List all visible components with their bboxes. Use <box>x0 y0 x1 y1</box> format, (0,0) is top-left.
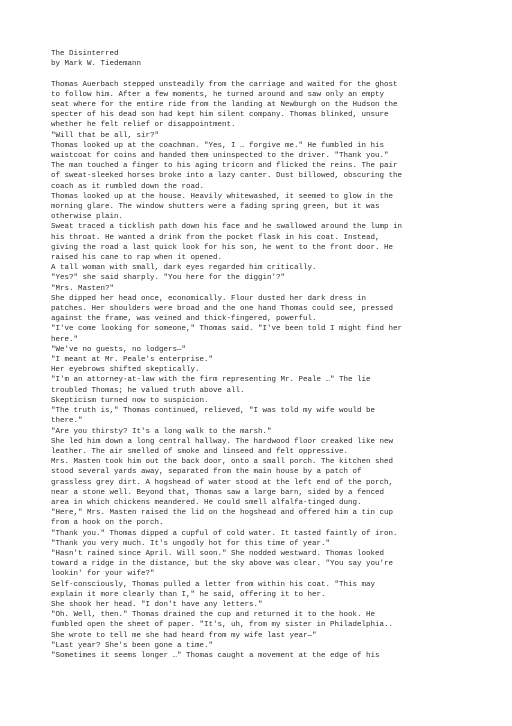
document-heading <box>51 49 492 69</box>
document-title: The Disinterred <box>51 50 119 58</box>
paragraph: She led him down a long central hallway. The hardwood floor creaked like new leather. The air smelled of smoke and linseed and felt oppressive. <box>51 437 394 456</box>
paragraph: A tall woman with small, dark eyes regarded him critically. <box>51 264 317 273</box>
paragraph: "The truth is," Thomas continued, relieved, "I was told my wife would be there." <box>51 407 376 426</box>
paragraph: "I've come looking for someone," Thomas said. "I've been told I might find her here." <box>51 325 403 344</box>
paragraph: She dipped her head once, economically. Flour dusted her dark dress in patches. Her shoulders were broad and the one hand Thomas could see, pressed against the frame, was veined and thick-fingered, powerful. <box>51 294 394 324</box>
document-byline: by Mark W. Tiedemann <box>51 60 142 69</box>
paragraph: She shook her head. "I don't have any letters." <box>51 600 263 609</box>
paragraph: Thomas looked up at the house. Heavily whitewashed, it seemed to glow in the morning glare. The window shutters were a fading spring green, but it was otherwise plain. <box>51 192 394 222</box>
paragraph: "Thank you." Thomas dipped a cupful of cold water. It tasted faintly of iron. <box>51 529 398 538</box>
paragraph: "Hasn't rained since April. Will soon." She nodded westward. Thomas looked toward a ridge in the distance, but the sky above was clear. "You say you're lookin' for your wife?" <box>51 549 394 579</box>
paragraph: "Yes?" she said sharply. "You here for the diggin'?" <box>51 274 286 283</box>
paragraph: Her eyebrows shifted skeptically. <box>51 366 200 375</box>
paragraph: Skepticism turned now to suspicion. <box>51 396 209 405</box>
document-body <box>51 80 492 662</box>
paragraph: "We've no guests, no lodgers—" <box>51 345 187 354</box>
paragraph: "I'm an attorney-at-law with the firm representing Mr. Peale …" The lie troubled Thomas; he valued truth above all. <box>51 376 371 395</box>
paragraph: Mrs. Masten took him out the back door, onto a small porch. The kitchen shed stood several yards away, separated from the main house by a patch of grassless grey dirt. A hogshead of water stood at the left end of the porch, near a stone well. Beyond that, Thomas saw a large barn, sided by a fenced area in which chickens meandered. He could smell alfalfa-tinged dung. <box>51 458 394 507</box>
paragraph: "Are you thirsty? It's a long walk to the marsh." <box>51 427 272 436</box>
paragraph: "Here," Mrs. Masten raised the lid on the hogshead and offered him a tin cup from a hook on the porch. <box>51 509 394 528</box>
paragraph: "I meant at Mr. Peale's enterprise." <box>51 356 214 365</box>
paragraph: Self-consciously, Thomas pulled a letter from within his coat. "This may explain it more clearly than I," he said, offering it to her. <box>51 580 376 599</box>
paragraph: Thomas Auerbach stepped unsteadily from the carriage and waited for the ghost to follow him. After a few moments, he turned around and saw only an empty seat where for the entire ride from the landing at Newburgh on the Hudson the specter of his dead son had kept him silent company. Thomas blinked, unsure whether he felt relief or disappointment. <box>51 80 398 130</box>
paragraph: Sweat traced a ticklish path down his face and he swallowed around the lump in his throat. He wanted a drink from the pocket flask in his coat. Instead, giving the road a last quick look for his son, he went to the front door. He raised his cane to rap when it opened. <box>51 223 403 263</box>
paragraph: "Sometimes it seems longer …" Thomas caught a movement at the edge of his <box>51 651 380 660</box>
paragraph: "Last year? She's been gone a time." <box>51 641 214 650</box>
paragraph: "Mrs. Masten?" <box>51 284 115 293</box>
paragraph: Thomas looked up at the coachman. "Yes, I … forgive me." He fumbled in his waistcoat for coins and handed them uninspected to the driver. "Thank you." The man touched a finger to his aging tricorn and flicked the reins. The pair of sweat-sleeked horses broke into a lazy canter. Dust billowed, obscuring the coach as it rumbled down the road. <box>51 141 403 191</box>
paragraph: "Oh. Well, then." Thomas drained the cup and returned it to the hook. He fumbled open the sheet of paper. "It's, uh, from my sister in Philadelphia.. She wrote to tell me she had heard from my wife last year—" <box>51 611 394 640</box>
paragraph: "Will that be all, sir?" <box>51 131 160 140</box>
paragraph: "Thank you very much. It's ungodly hot for this time of year." <box>51 539 331 548</box>
